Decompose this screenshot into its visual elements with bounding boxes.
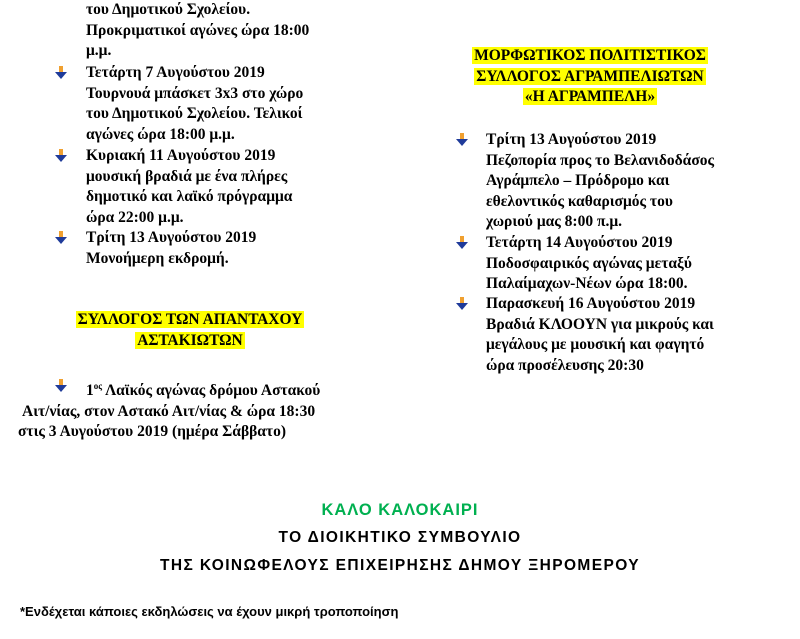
event-date: Παρασκευή 16 Αυγούστου 2019: [486, 295, 696, 312]
event-date: Κυριακή 11 Αυγούστου 2019: [86, 147, 276, 164]
event-text-line: δημοτικό και λαϊκό πρόγραμμα: [86, 188, 293, 206]
event-text-line: Βραδιά ΚΛΟΟΥΝ για μικρούς και: [486, 315, 714, 333]
event-text-line: Αγράμπελο – Πρόδρομο και: [486, 172, 670, 190]
organization-signature-line: ΤΗΣ ΚΟΙΝΩΦΕΛΟΥΣ ΕΠΙΧΕΙΡΗΣΗΣ ΔΗΜΟΥ ΞΗΡΟΜΕΡΟΥ: [159, 557, 640, 574]
footnote: *Ενδέχεται κάποιες εκδηλώσεις να έχουν μικρή τροποποίηση: [20, 604, 399, 619]
event-item: [0, 376, 320, 443]
event-text-line: του Δημοτικού Σχολείου. Τελικοί: [86, 105, 303, 123]
event-date: Τετάρτη 14 Αυγούστου 2019: [486, 234, 673, 251]
event-text-line: στις 3 Αυγούστου 2019 (ημέρα Σάββατο): [18, 423, 286, 441]
event-text-line: Πεζοπορία προς το Βελανιδοδάσος: [486, 151, 715, 169]
event-text-line: εθελοντικός καθαρισμός του: [486, 192, 673, 210]
section-heading-line: ΜΟΡΦΩΤΙΚΟΣ ΠΟΛΙΤΙΣΤΙΚΟΣ: [474, 47, 706, 64]
event-text-line: ώρα 22:00 μ.μ.: [86, 208, 184, 226]
arrow-bullet-icon: [55, 66, 67, 80]
event-item: [86, 228, 256, 269]
event-text-line: χωριού μας 8:00 π.μ.: [486, 213, 622, 231]
arrow-bullet-icon: [55, 231, 67, 245]
event-item: [486, 130, 714, 233]
ordinal-suffix: ος: [93, 381, 103, 391]
section-heading: [0, 310, 380, 351]
event-item: [86, 146, 292, 228]
arrow-bullet-icon: [456, 297, 468, 311]
event-text-line: Προκριματικοί αγώνες ώρα 18:00: [86, 21, 310, 39]
summer-greeting: ΚΑΛΟ ΚΑΛΟΚΑΙΡΙ: [321, 501, 479, 519]
event-text-line: [0, 376, 320, 402]
event-item: [486, 233, 692, 295]
arrow-bullet-icon: [55, 149, 67, 163]
event-text: Λαϊκός αγώνας δρόμου Αστακού: [102, 382, 321, 399]
section-heading-line: ΣΥΛΛΟΓΟΣ ΤΩΝ ΑΠΑΝΤΑΧΟΥ: [77, 311, 303, 328]
continued-event: [86, 0, 309, 62]
event-text-line: Τουρνουά μπάσκετ 3x3 στο χώρο: [86, 84, 304, 102]
board-signature-line: ΤΟ ΔΙΟΙΚΗΤΙΚΟ ΣΥΜΒΟΥΛΙΟ: [278, 529, 522, 546]
section-heading-line: ΑΣΤΑΚΙΩΤΩΝ: [137, 331, 243, 349]
event-text-line: Παλαίμαχων-Νέων ώρα 18:00.: [486, 275, 688, 293]
section-heading: [400, 46, 780, 108]
ordinal-number: 1: [86, 382, 94, 399]
event-text-line: Μονοήμερη εκδρομή.: [86, 249, 229, 267]
event-text-line: αγώνες ώρα 18:00 μ.μ.: [86, 125, 235, 143]
event-text-line: μεγάλους με μουσική και φαγητό: [486, 336, 705, 354]
arrow-bullet-icon: [456, 133, 468, 147]
event-date: Τρίτη 13 Αυγούστου 2019: [86, 229, 257, 246]
event-text-line: Αιτ/νίας, στον Αστακό Αιτ/νίας & ώρα 18:30: [22, 402, 316, 420]
event-date: Τρίτη 13 Αυγούστου 2019: [486, 131, 657, 148]
section-heading-line: «Η ΑΓΡΑΜΠΕΛΗ»: [524, 88, 656, 106]
event-date: Τετάρτη 7 Αυγούστου 2019: [86, 64, 265, 81]
arrow-bullet-icon: [456, 236, 468, 250]
section-heading-line: ΣΥΛΛΟΓΟΣ ΑΓΡΑΜΠΕΛΙΩΤΩΝ: [476, 67, 704, 85]
event-item: [486, 294, 714, 376]
event-text-line: ώρα προσέλευσης 20:30: [486, 356, 644, 374]
event-text-line: μουσική βραδιά με ένα πλήρες: [86, 167, 288, 185]
event-text-line: μ.μ.: [86, 42, 112, 60]
event-text-line: του Δημοτικού Σχολείου.: [86, 1, 251, 18]
event-item: [86, 63, 303, 145]
event-text-line: Ποδοσφαιρικός αγώνας μεταξύ: [486, 254, 692, 272]
